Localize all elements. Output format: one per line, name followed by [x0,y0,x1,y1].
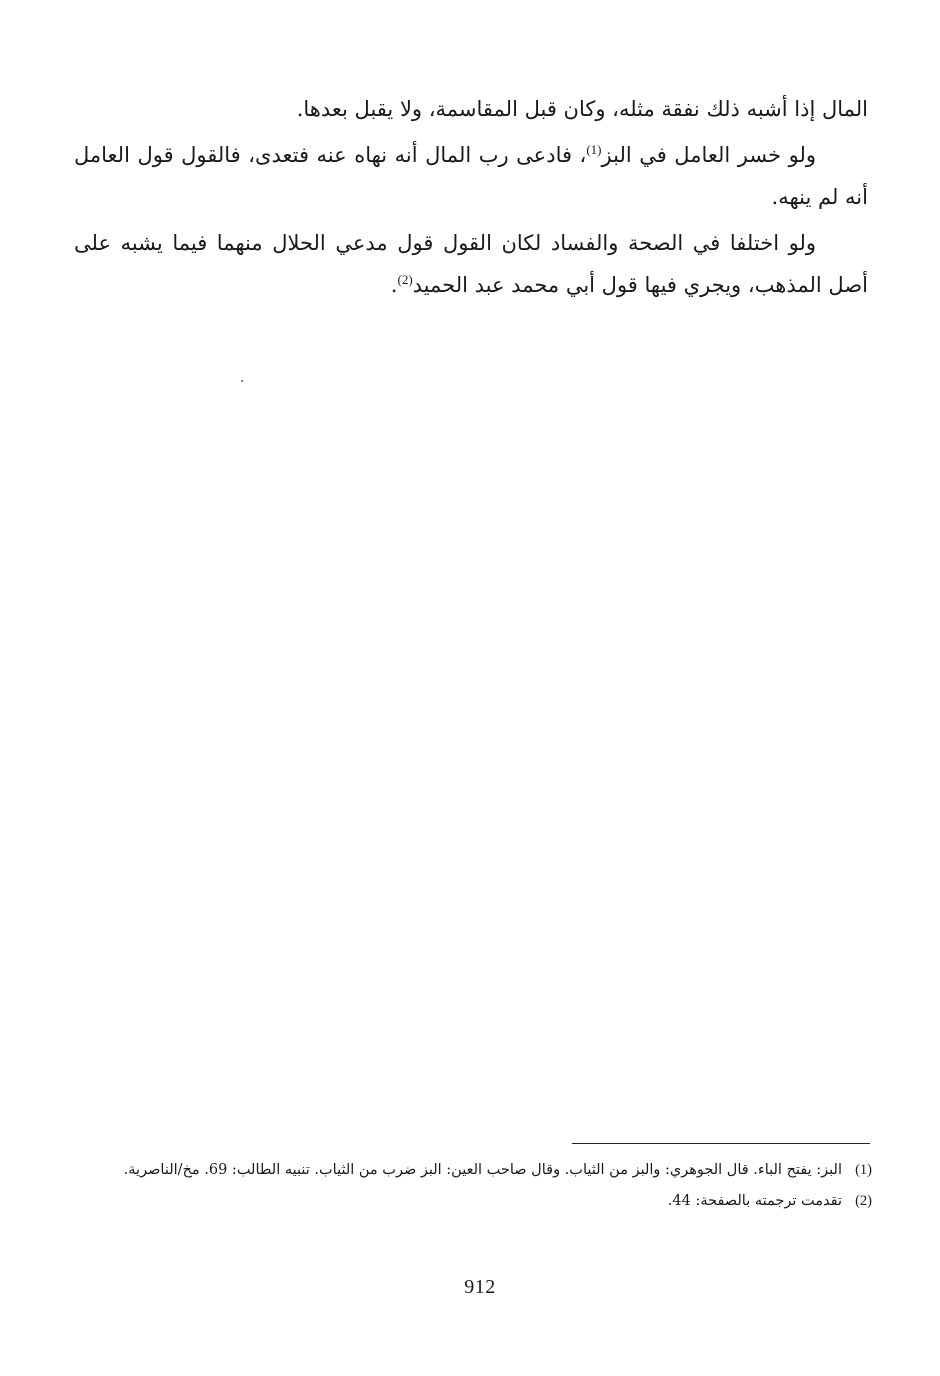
page-number: 912 [464,1276,496,1298]
footnote-ref-1[interactable]: (1) [586,142,602,157]
paragraph-1: المال إذا أشبه ذلك نفقة مثله، وكان قبل المقاسمة، ولا يقبل بعدها. [296,97,868,121]
main-text [74,88,868,310]
footnote-text: البز: يفتح الباء. قال الجوهري: والبز من الثياب. وقال صاحب العين: البز ضرب من الثياب. تنبيه الطالب: 69. مخ/الناصرية. [123,1162,842,1178]
footnote-2 [74,1187,872,1216]
print-speck [241,380,243,382]
footnote-1 [74,1156,872,1185]
footnote-divider [572,1143,870,1144]
paragraph-2: ولو خسر العامل في البز$^{(1)}$، فادعى رب المال أنه نهاه عنه فتعدى، فالقول قول العامل أنه لم ينهه. [74,142,868,209]
footnote-text: تقدمت ترجمته بالصفحة: 44. [667,1193,842,1209]
footnote-number: (2) [855,1193,872,1209]
paragraph-3: ولو اختلفا في الصحة والفساد لكان القول قول مدعي الحلال منهما فيما يشبه على أصل المذهب، ويجري فيها قول أبي محمد عبد الحميد$^{(2)}$. [74,231,868,297]
footnote-ref-2[interactable]: (2) [397,272,413,287]
footnote-number: (1) [855,1162,872,1178]
footnotes [74,1156,872,1218]
